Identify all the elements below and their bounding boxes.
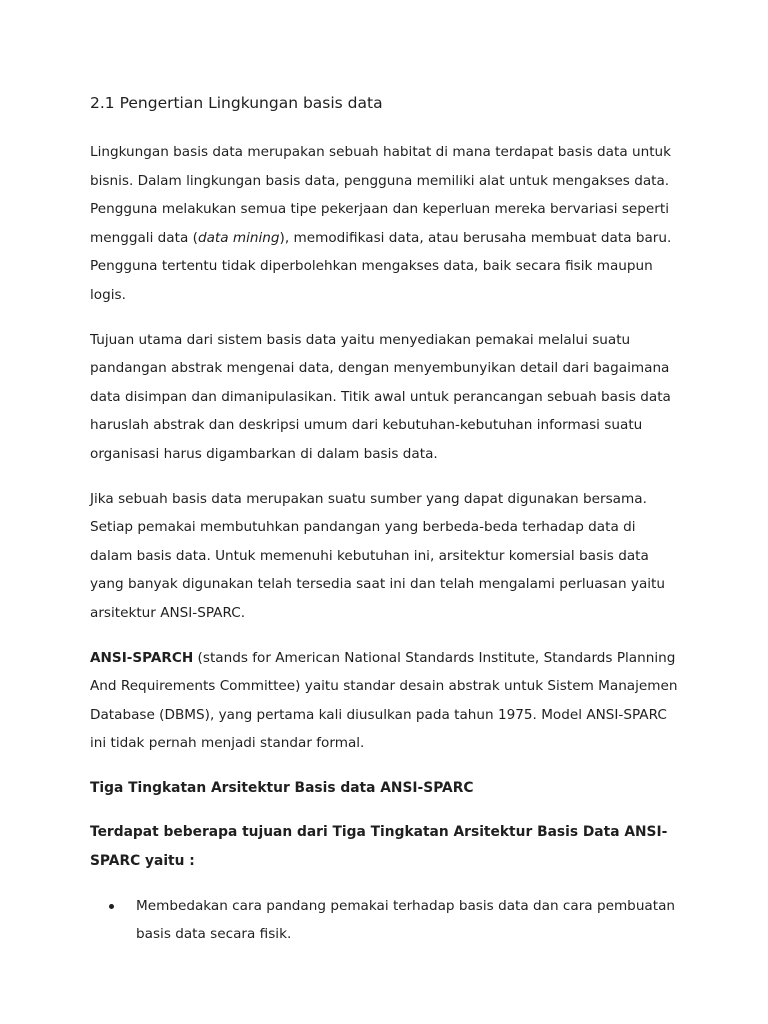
ansi-sparch-term: ANSI-SPARCH [90, 649, 194, 666]
paragraph-environment-text-2: ), memodifikasi data, atau berusaha membuat data baru. Pengguna tertentu tidak diperbolehkan mengakses data, baik secara fisik maupun logis. [90, 229, 672, 303]
subheading-three-levels: Tiga Tingkatan Arsitektur Basis data ANSI-SPARC [90, 779, 474, 796]
paragraph-ansi-sparc [90, 644, 680, 758]
subheading-goals: Terdapat beberapa tujuan dari Tiga Tingkatan Arsitektur Basis Data ANSI-SPARC yaitu : [90, 824, 668, 870]
paragraph-environment-text-1: Lingkungan basis data merupakan sebuah habitat di mana terdapat basis data untuk bisnis. Dalam lingkungan basis data, pengguna memiliki alat untuk mengakses data. Pengguna melakukan semua tipe pekerjaan dan keperluan mereka bervariasi seperti menggali data ( [90, 144, 672, 246]
goals-list [90, 892, 680, 949]
bullet-icon [109, 904, 114, 909]
paragraph-environment [90, 138, 680, 310]
list-item-text: Membedakan cara pandang pemakai terhadap basis data dan cara pembuatan basis data secara fisik. [136, 897, 676, 943]
paragraph-environment-italic: data mining [197, 229, 280, 246]
section-heading: 2.1 Pengertian Lingkungan basis data [90, 94, 383, 112]
list-item [136, 892, 680, 949]
paragraph-ansi-sparc-text: (stands for American National Standards Institute, Standards Planning And Requirements Committee) yaitu standar desain abstrak untuk Sistem Manajemen Database (DBMS), yang pertama kali diusulkan pada tahun 1975. Model ANSI-SPARC ini tidak pernah menjadi standar formal. [90, 649, 678, 752]
paragraph-shared-resource: Jika sebuah basis data merupakan suatu sumber yang dapat digunakan bersama. Setiap pemakai membutuhkan pandangan yang berbeda-beda terhadap data di dalam basis data. Untuk memenuhi kebutuhan ini, arsitektur komersial basis data yang banyak digunakan telah tersedia saat ini dan telah mengalami perluasan yaitu arsitektur ANSI-SPARC. [90, 490, 665, 621]
paragraph-purpose: Tujuan utama dari sistem basis data yaitu menyediakan pemakai melalui suatu pandangan abstrak mengenai data, dengan menyembunyikan detail dari bagaimana data disimpan dan dimanipulasikan. Titik awal untuk perancangan sebuah basis data haruslah abstrak dan deskripsi umum dari kebutuhan-kebutuhan informasi suatu organisasi harus digambarkan di dalam basis data. [90, 331, 671, 462]
